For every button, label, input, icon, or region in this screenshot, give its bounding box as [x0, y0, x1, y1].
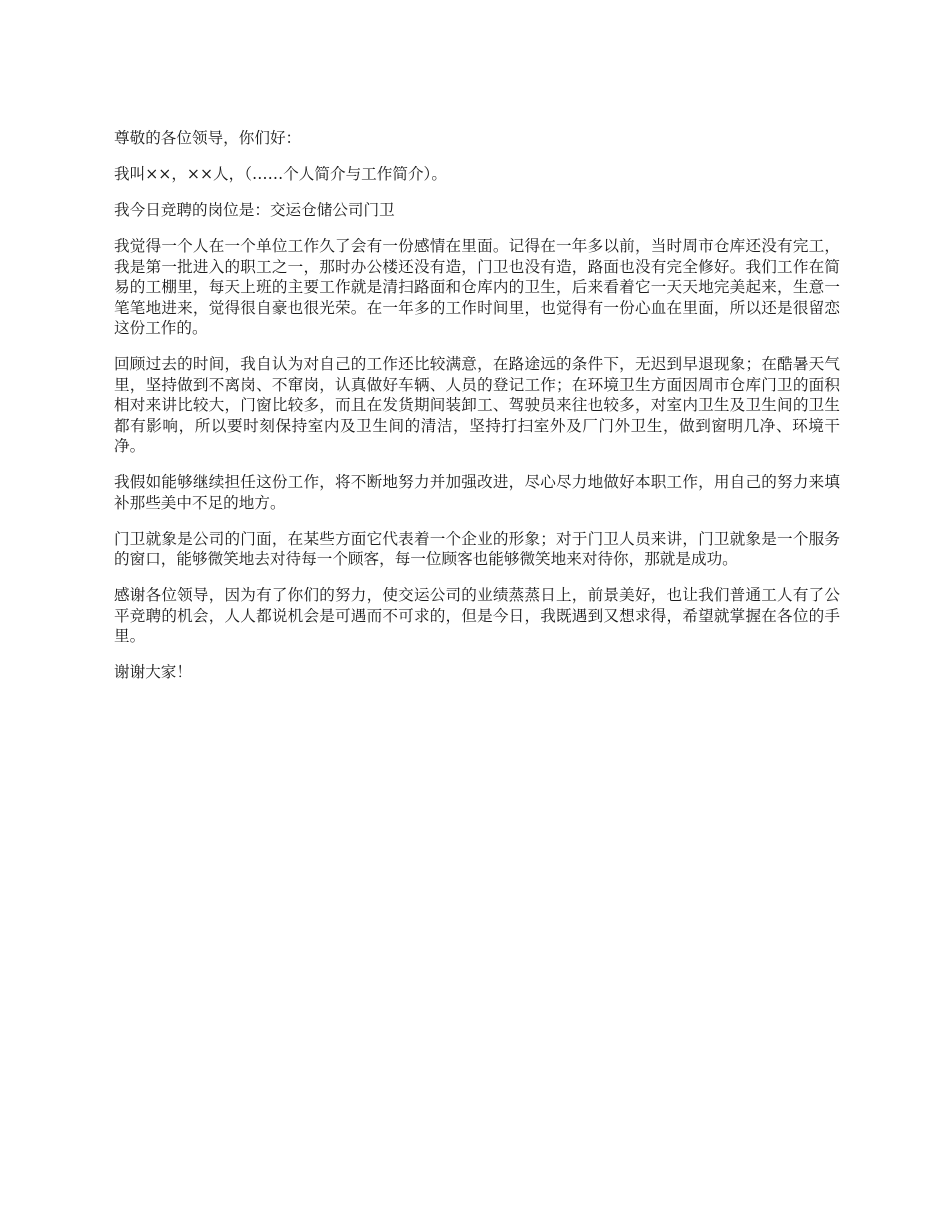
closing-thanks: 谢谢大家！: [114, 663, 192, 681]
position-statement: 我今日竞聘的岗位是：交运仓储公司门卫: [114, 201, 395, 219]
paragraph-experience: 我觉得一个人在一个单位工作久了会有一份感情在里面。记得在一年多以前，当时周市仓库还没有完工，我是第一批进入的职工之一，那时办公楼还没有造，门卫也没有造，路面也没有完全修好。我们工作在简易的工棚里，每天上班的主要工作就是清扫路面和仓库内的卫生，后来看着它一天天地完美起来，生意一笔笔地进来，觉得很自豪也很光荣。在一年多的工作时间里，也觉得有一份心血在里面，所以还是很留恋这份工作的。: [114, 237, 840, 337]
self-introduction: 我叫××，××人，（……个人简介与工作简介）。: [114, 165, 447, 183]
document-body: [114, 128, 840, 683]
paragraph-gatekeeper-role: 门卫就象是公司的门面，在某些方面它代表着一个企业的形象；对于门卫人员来讲，门卫就象是一个服务的窗口，能够微笑地去对待每一个顾客，每一位顾客也能够微笑地来对待你，那就是成功。: [114, 529, 840, 568]
paragraph-thanks-leaders: 感谢各位领导，因为有了你们的努力，使交运公司的业绩蒸蒸日上，前景美好，也让我们普通工人有了公平竞聘的机会，人人都说机会是可遇而不可求的，但是今日，我既遇到又想求得，希望就掌握在各位的手里。: [114, 586, 840, 645]
paragraph-review: 回顾过去的时间，我自认为对自己的工作还比较满意，在路途远的条件下，无迟到早退现象；在酷暑天气里，坚持做到不离岗、不窜岗，认真做好车辆、人员的登记工作；在环境卫生方面因周市仓库门卫的面积相对来讲比较大，门窗比较多，而且在发货期间装卸工、驾驶员来往也较多，对室内卫生及卫生间的卫生都有影响，所以要时刻保持室内及卫生间的清洁，坚持打扫室外及厂门外卫生，做到窗明几净、环境干净。: [114, 355, 840, 455]
paragraph-commitment: 我假如能够继续担任这份工作，将不断地努力并加强改进，尽心尽力地做好本职工作，用自己的努力来填补那些美中不足的地方。: [114, 473, 840, 512]
salutation: 尊敬的各位领导，你们好：: [114, 129, 302, 147]
